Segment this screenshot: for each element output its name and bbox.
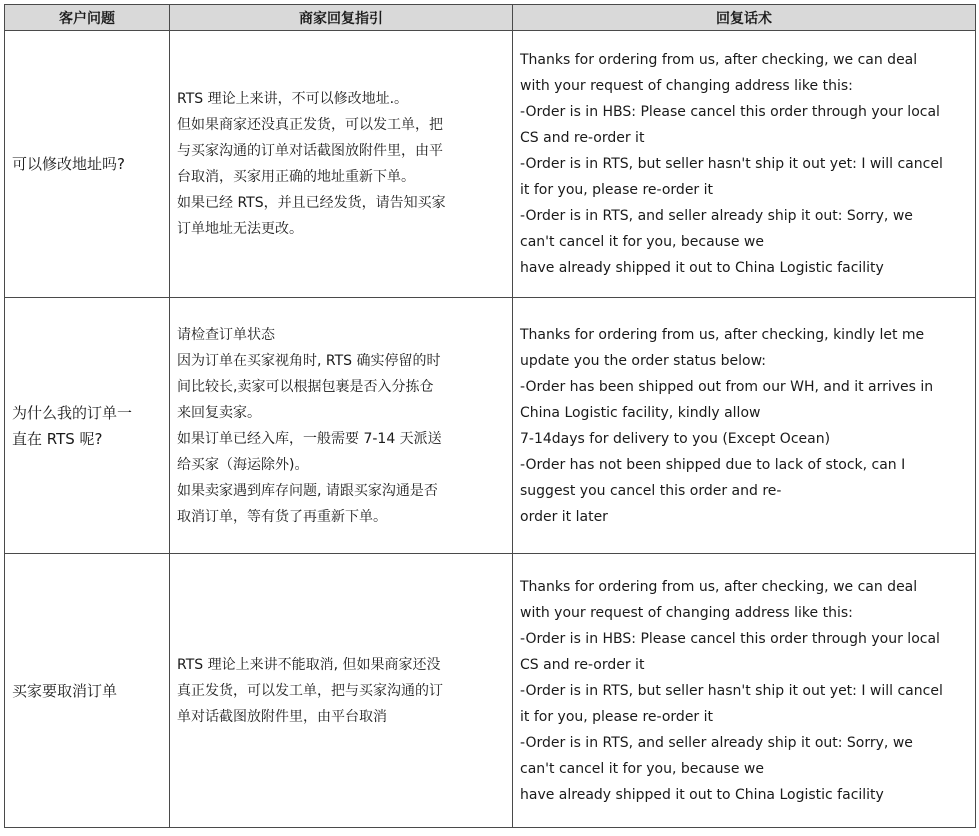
script-line: update you the order status below: xyxy=(520,352,766,369)
script-line: it for you, please re-order it xyxy=(520,708,714,725)
guide-line: 但如果商家还没真正发货，可以发工单，把 xyxy=(177,117,443,133)
script-line: -Order is in RTS, and seller already ship it out: Sorry, we xyxy=(520,208,913,224)
script-line: it for you, please re-order it xyxy=(520,182,714,198)
script-line: CS and re-order it xyxy=(520,130,645,146)
guide-line: 订单地址无法更改。 xyxy=(177,221,303,237)
script-line: order it later xyxy=(520,508,608,525)
guide-line: RTS 理论上来讲，不可以修改地址.。 xyxy=(177,91,409,107)
script-line: -Order is in RTS, and seller already ship it out: Sorry, we xyxy=(520,734,913,751)
script-line: can't cancel it for you, because we xyxy=(520,234,764,250)
script-line: can't cancel it for you, because we xyxy=(520,760,764,777)
script-line: -Order has not been shipped due to lack of stock, can I xyxy=(520,456,906,473)
question-cell xyxy=(5,31,170,298)
script-line: Thanks for ordering from us, after checking, we can deal xyxy=(520,578,918,595)
guide-line: 给买家（海运除外)。 xyxy=(177,456,309,473)
question-cell xyxy=(5,298,170,554)
script-line: have already shipped it out to China Logistic facility xyxy=(520,786,884,803)
guide-line: 请检查订单状态 xyxy=(177,326,275,343)
script-line: -Order is in RTS, but seller hasn't ship it out yet: I will cancel xyxy=(520,682,943,699)
script-line: with your request of changing address like this: xyxy=(520,78,853,94)
guide-line: 台取消，买家用正确的地址重新下单。 xyxy=(177,169,415,185)
question-text: 为什么我的订单一 xyxy=(12,403,133,422)
table-row xyxy=(5,298,976,554)
script-line: suggest you cancel this order and re- xyxy=(520,482,782,499)
guide-line: 如果卖家遇到库存问题, 请跟买家沟通是否 xyxy=(177,482,438,499)
guide-line: 单对话截图放附件里，由平台取消 xyxy=(177,708,387,725)
question-text: 直在 RTS 呢? xyxy=(12,429,103,448)
guide-line: 来回复卖家。 xyxy=(177,404,261,421)
guide-line: RTS 理论上来讲不能取消, 但如果商家还没 xyxy=(177,656,441,673)
guide-line: 间比较长,卖家可以根据包裹是否入分拣仓 xyxy=(177,378,434,395)
script-line: Thanks for ordering from us, after checking, kindly let me xyxy=(520,326,925,343)
script-line: 7-14days for delivery to you (Except Ocean) xyxy=(520,430,831,447)
guide-line: 因为订单在买家视角时, RTS 确实停留的时 xyxy=(177,352,441,369)
script-cell xyxy=(513,554,976,828)
guide-line: 真正发货，可以发工单，把与买家沟通的订 xyxy=(177,682,443,699)
guide-line: 取消订单，等有货了再重新下单。 xyxy=(177,508,387,525)
guide-line: 如果订单已经入库，一般需要 7-14 天派送 xyxy=(177,430,442,447)
script-line: -Order is in HBS: Please cancel this order through your local xyxy=(520,104,940,120)
question-cell xyxy=(5,554,170,828)
guide-cell xyxy=(170,298,513,554)
guide-cell xyxy=(170,554,513,828)
guide-cell xyxy=(170,31,513,298)
script-line: Thanks for ordering from us, after checking, we can deal xyxy=(520,52,918,68)
header-reply-script: 回复话术 xyxy=(513,5,976,31)
header-row xyxy=(5,5,976,31)
script-line: with your request of changing address like this: xyxy=(520,604,853,621)
script-line: China Logistic facility, kindly allow xyxy=(520,404,761,421)
guide-line: 如果已经 RTS，并且已经发货，请告知买家 xyxy=(177,195,446,211)
script-line: have already shipped it out to China Logistic facility xyxy=(520,260,884,276)
reply-guide-table xyxy=(4,4,976,828)
script-line: -Order has been shipped out from our WH, and it arrives in xyxy=(520,378,934,395)
script-line: -Order is in HBS: Please cancel this order through your local xyxy=(520,630,940,647)
table-row xyxy=(5,31,976,298)
script-cell xyxy=(513,31,976,298)
question-text: 可以修改地址吗? xyxy=(12,155,125,173)
script-cell xyxy=(513,298,976,554)
script-line: CS and re-order it xyxy=(520,656,645,673)
header-merchant-guide: 商家回复指引 xyxy=(170,5,513,31)
header-customer-question: 客户问题 xyxy=(5,5,170,31)
script-line: -Order is in RTS, but seller hasn't ship it out yet: I will cancel xyxy=(520,156,943,172)
guide-line: 与买家沟通的订单对话截图放附件里，由平 xyxy=(177,143,443,159)
question-text: 买家要取消订单 xyxy=(12,681,118,700)
table-row xyxy=(5,554,976,828)
